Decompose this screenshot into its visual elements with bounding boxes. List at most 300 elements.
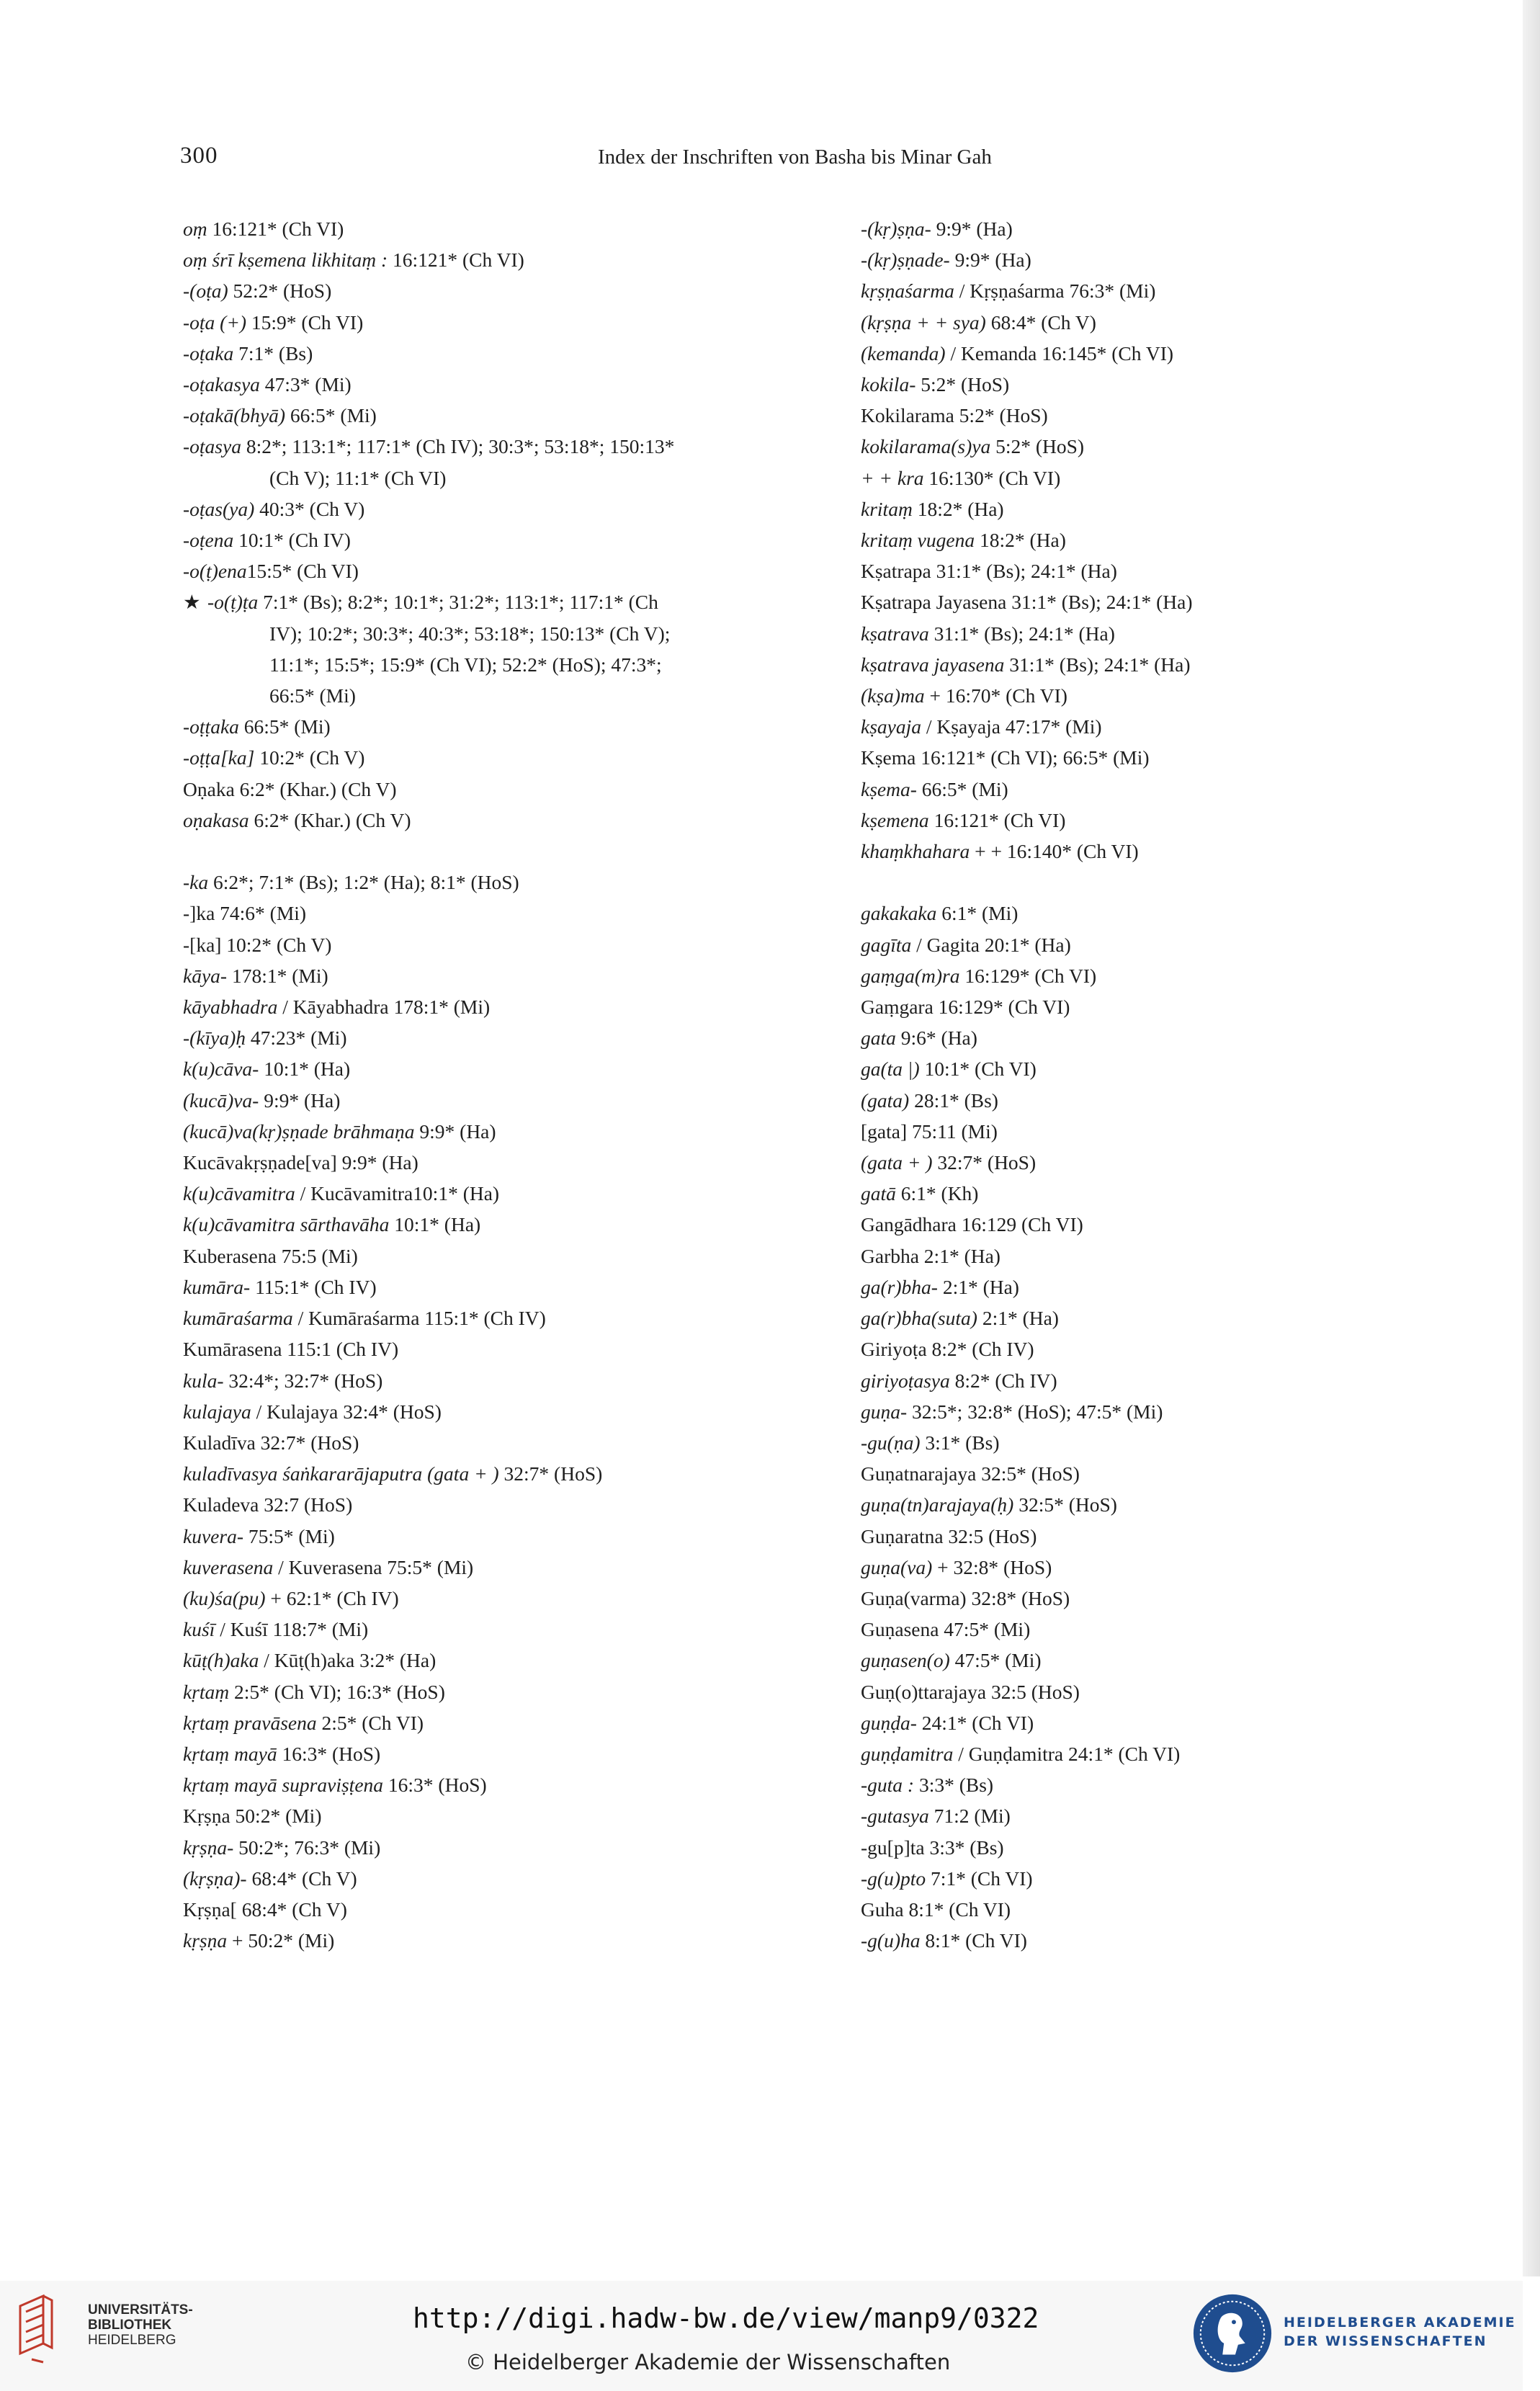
entry-reference: Gaṃgara 16:129* (Ch VI)	[861, 996, 1070, 1019]
entry-reference: 28:1* (Bs)	[909, 1089, 998, 1112]
index-entry	[183, 618, 788, 649]
index-entry	[861, 1396, 1466, 1427]
entry-reference: 8:1* (Ch VI)	[920, 1929, 1027, 1952]
index-column-left	[183, 213, 788, 1956]
entry-term: -(kṛ)ṣṇa-	[861, 218, 931, 240]
entry-reference: Guṇatnarajaya 32:5* (HoS)	[861, 1462, 1080, 1485]
index-entry	[861, 275, 1466, 306]
entry-reference: 10:1* (Ch IV)	[233, 529, 351, 552]
entry-term: kṣayaja	[861, 715, 922, 738]
entry-reference: Gangādhara 16:129 (Ch VI)	[861, 1213, 1083, 1236]
entry-reference: 71:2 (Mi)	[928, 1805, 1011, 1828]
entry-reference: Kṣema 16:121* (Ch VI); 66:5* (Mi)	[861, 746, 1150, 769]
section-spacer	[183, 836, 788, 867]
entry-term: -gutasya	[861, 1805, 929, 1828]
entry-reference: Kokilarama 5:2* (HoS)	[861, 404, 1048, 427]
entry-term: (kucā)va-	[183, 1089, 259, 1112]
index-entry	[183, 1614, 788, 1645]
entry-reference: 7:1* (Bs); 8:2*; 10:1*; 31:2*; 113:1*; 117:1* (Ch	[258, 591, 658, 614]
index-entry	[861, 1085, 1466, 1116]
entry-reference: 32:5*; 32:8* (HoS); 47:5* (Mi)	[907, 1400, 1163, 1423]
entry-reference: Kuberasena 75:5 (Mi)	[183, 1244, 358, 1267]
index-entry	[861, 1552, 1466, 1583]
index-entry	[183, 960, 788, 991]
section-spacer	[861, 867, 1466, 898]
index-entry	[183, 275, 788, 306]
entry-reference: 47:23* (Mi)	[246, 1027, 347, 1050]
entry-reference: / Kumāraśarma 115:1* (Ch IV)	[292, 1307, 546, 1330]
entry-term: kritaṃ	[861, 497, 913, 520]
ub-line-2: BIBLIOTHEK	[88, 2318, 172, 2333]
entry-term: kṛtaṃ pravāsena	[183, 1711, 317, 1734]
entry-term: -oṭena	[183, 529, 234, 552]
index-entry	[861, 1832, 1466, 1863]
entry-reference: 8:2*; 113:1*; 117:1* (Ch IV); 30:3*; 53:18*; 150:13*	[241, 435, 675, 458]
entry-term: kāyabhadra	[183, 996, 278, 1019]
ub-logo-icon	[14, 2293, 72, 2365]
entry-term: (gata + )	[861, 1151, 933, 1174]
entry-reference: 6:2* (Khar.) (Ch V)	[249, 808, 411, 831]
entry-term: kṛṣṇaśarma	[861, 280, 954, 303]
entry-reference: 47:5* (Mi)	[949, 1649, 1042, 1672]
running-title: Index der Inschriften von Basha bis Minar Gah	[598, 146, 992, 169]
entry-term: -oṭṭaka	[183, 715, 239, 738]
entry-reference: 16:121* (Ch VI)	[928, 808, 1066, 831]
entry-term: -o(ṭ)ṭa	[207, 591, 259, 614]
entry-reference: + 16:70* (Ch VI)	[924, 684, 1067, 707]
index-entry	[861, 680, 1466, 711]
index-entry	[861, 1022, 1466, 1053]
entry-term: kritaṃ vugena	[861, 529, 975, 552]
index-entry	[183, 400, 788, 431]
index-entry	[861, 1241, 1466, 1272]
entry-term: kṛṣṇa	[183, 1929, 228, 1952]
index-entry	[183, 1333, 788, 1364]
index-entry	[183, 1707, 788, 1738]
entry-reference: 16:129* (Ch VI)	[959, 964, 1097, 987]
index-entry	[183, 1365, 788, 1396]
entry-term: -(kṛ)ṣṇade-	[861, 249, 950, 272]
index-entry	[183, 1116, 788, 1147]
entry-reference: 10:1* (Ha)	[389, 1213, 481, 1236]
entry-reference: 10:1* (Ch VI)	[919, 1058, 1037, 1081]
page-edge	[1523, 0, 1540, 2276]
entry-reference: 7:1* (Ch VI)	[926, 1867, 1033, 1890]
entry-reference: 5:2* (HoS)	[916, 373, 1010, 396]
entry-reference: Kṛṣṇa 50:2* (Mi)	[183, 1805, 322, 1828]
entry-reference: 7:1* (Bs)	[233, 341, 313, 365]
entry-reference: 16:3* (HoS)	[277, 1742, 381, 1765]
entry-reference: 66:5* (Mi)	[238, 715, 331, 738]
index-entry	[861, 493, 1466, 524]
index-entry	[183, 1241, 788, 1272]
entry-reference: Oṇaka 6:2* (Khar.) (Ch V)	[183, 777, 397, 800]
index-entry	[183, 524, 788, 555]
entry-reference: Kuladeva 32:7 (HoS)	[183, 1493, 353, 1516]
entry-term: gatā	[861, 1182, 896, 1205]
entry-reference: / Kṛṣṇaśarma 76:3* (Mi)	[954, 280, 1156, 303]
index-entry	[183, 1396, 788, 1427]
entry-term: kṛṣṇa-	[183, 1836, 234, 1859]
entry-reference: (Ch V); 11:1* (Ch VI)	[269, 466, 447, 489]
index-entry	[183, 462, 788, 493]
index-entry	[861, 1116, 1466, 1147]
index-entry	[861, 524, 1466, 555]
index-column-right	[861, 213, 1466, 1956]
entry-reference: Kṣatrapa 31:1* (Bs); 24:1* (Ha)	[861, 560, 1117, 583]
index-entry	[861, 244, 1466, 275]
index-entry	[861, 1178, 1466, 1209]
entry-term: -oṭas(ya)	[183, 497, 255, 520]
entry-term: gaṃga(m)ra	[861, 964, 960, 987]
index-entry	[183, 929, 788, 960]
index-entry	[861, 1863, 1466, 1894]
index-entry	[183, 680, 788, 711]
index-entry	[861, 929, 1466, 960]
entry-term: kumāra-	[183, 1275, 251, 1298]
entry-reference: 10:1* (Ha)	[259, 1058, 351, 1081]
index-entry	[183, 213, 788, 244]
entry-term: (kemanda)	[861, 341, 946, 365]
hadw-wordmark	[1284, 2313, 1516, 2351]
index-entry	[861, 1302, 1466, 1333]
entry-reference: 9:9* (Ha)	[949, 249, 1031, 272]
index-entry	[183, 244, 788, 275]
index-entry	[861, 991, 1466, 1022]
entry-reference: 66:5* (Mi)	[269, 684, 356, 707]
index-entry	[861, 400, 1466, 431]
entry-reference: / Kuverasena 75:5* (Mi)	[273, 1555, 474, 1578]
entry-term: guṇḍa-	[861, 1711, 917, 1734]
entry-term: ga(ta |)	[861, 1058, 920, 1081]
index-entry	[183, 805, 788, 836]
entry-term: guṇa(va)	[861, 1555, 933, 1578]
entry-reference: Kṣatrapa Jayasena 31:1* (Bs); 24:1* (Ha)	[861, 591, 1193, 614]
entry-term: -oṭakā(bhyā)	[183, 404, 286, 427]
entry-reference: Kṛṣṇa[ 68:4* (Ch V)	[183, 1898, 347, 1921]
entry-term: kokila-	[861, 373, 916, 396]
entry-reference: 31:1* (Bs); 24:1* (Ha)	[928, 622, 1115, 645]
entry-term: (kṣa)ma	[861, 684, 925, 707]
index-entry	[183, 1645, 788, 1676]
entry-reference: + 32:8* (HoS)	[932, 1555, 1052, 1578]
index-entry	[183, 1272, 788, 1302]
index-entry	[183, 1209, 788, 1240]
entry-reference: 115:1* (Ch IV)	[250, 1275, 377, 1298]
index-entry	[183, 1583, 788, 1614]
entry-reference: Kumārasena 115:1 (Ch IV)	[183, 1338, 399, 1361]
index-entry	[183, 898, 788, 929]
entry-reference: 68:4* (Ch V)	[985, 310, 1096, 334]
entry-reference: IV); 10:2*; 30:3*; 40:3*; 53:18*; 150:13* (Ch V);	[269, 622, 671, 645]
entry-term: kṛtaṃ	[183, 1680, 230, 1703]
entry-reference: [gata] 75:11 (Mi)	[861, 1119, 998, 1143]
entry-term: -(oṭa)	[183, 280, 228, 303]
entry-term: + + kra	[861, 466, 924, 489]
entry-reference: 2:5* (Ch VI)	[316, 1711, 424, 1734]
entry-term: kuśī	[183, 1618, 215, 1641]
entry-term: (gata)	[861, 1089, 910, 1112]
index-entry	[183, 1178, 788, 1209]
entry-reference: Kucāvakṛṣṇade[va] 9:9* (Ha)	[183, 1151, 418, 1174]
entry-term: -g(u)ha	[861, 1929, 921, 1952]
index-entry	[861, 555, 1466, 586]
index-entry	[861, 1053, 1466, 1084]
entry-term: gata	[861, 1027, 896, 1050]
entry-term: -(kīya)ḥ	[183, 1027, 246, 1050]
entry-term: (kṛṣṇa)-	[183, 1867, 247, 1890]
index-entry	[861, 1272, 1466, 1302]
entry-term: -ka	[183, 871, 209, 894]
entry-reference: 32:4*; 32:7* (HoS)	[223, 1369, 383, 1392]
index-entry	[183, 742, 788, 773]
index-entry	[183, 1800, 788, 1831]
entry-reference: / Kāyabhadra 178:1* (Mi)	[277, 996, 491, 1019]
entry-term: -oṭasya	[183, 435, 241, 458]
index-entry	[861, 1458, 1466, 1489]
index-entry	[183, 586, 788, 617]
entry-term: -g(u)pto	[861, 1867, 926, 1890]
entry-term: oṃ	[183, 218, 207, 240]
entry-reference: Guṇ(o)ttarajaya 32:5 (HoS)	[861, 1680, 1080, 1703]
entry-reference: / Gagita 20:1* (Ha)	[911, 933, 1071, 956]
entry-term: kṛtaṃ mayā supraviṣṭena	[183, 1774, 384, 1797]
page-number: 300	[180, 143, 218, 169]
entry-reference: 2:1* (Ha)	[977, 1307, 1059, 1330]
entry-term: kṣatrava	[861, 622, 929, 645]
entry-reference: / Kuśī 118:7* (Mi)	[215, 1618, 369, 1641]
index-entry	[861, 1333, 1466, 1364]
entry-term: kṣemena	[861, 808, 929, 831]
index-entry	[183, 1427, 788, 1458]
entry-term: kṣema-	[861, 777, 917, 800]
index-entry	[183, 1489, 788, 1520]
entry-reference: / Guṇḍamitra 24:1* (Ch VI)	[953, 1742, 1181, 1765]
entry-term: k(u)cāvamitra sārthavāha	[183, 1213, 390, 1236]
entry-reference: Guṇasena 47:5* (Mi)	[861, 1618, 1031, 1641]
entry-term: kumāraśarma	[183, 1307, 293, 1330]
entry-reference: 66:5* (Mi)	[285, 404, 377, 427]
entry-reference: 16:3* (HoS)	[383, 1774, 487, 1797]
entry-reference: 32:5* (HoS)	[1013, 1493, 1117, 1516]
entry-reference: 50:2*; 76:3* (Mi)	[233, 1836, 381, 1859]
index-entry	[861, 1894, 1466, 1925]
entry-term: gagīta	[861, 933, 912, 956]
index-entry	[861, 1707, 1466, 1738]
entry-reference: + 62:1* (Ch IV)	[265, 1586, 399, 1609]
entry-term: oṃ śrī kṣemena likhitaṃ :	[183, 249, 388, 272]
index-entry	[183, 1053, 788, 1084]
index-entry	[861, 431, 1466, 462]
index-entry	[861, 1521, 1466, 1552]
entry-reference: 32:7* (HoS)	[498, 1462, 603, 1485]
entry-reference: 6:2*; 7:1* (Bs); 1:2* (Ha); 8:1* (HoS)	[208, 871, 519, 894]
index-entry	[861, 1583, 1466, 1614]
entry-term: -oṭakasya	[183, 373, 260, 396]
entry-term: kṣatrava jayasena	[861, 653, 1005, 676]
entry-term: guṇasen(o)	[861, 1649, 950, 1672]
index-entry	[861, 1738, 1466, 1769]
entry-reference: 18:2* (Ha)	[912, 497, 1004, 520]
index-entry	[861, 836, 1466, 867]
entry-reference: / Kṣayaja 47:17* (Mi)	[921, 715, 1102, 738]
entry-term: kuvera-	[183, 1524, 243, 1547]
index-entry	[183, 991, 788, 1022]
entry-reference: 40:3* (Ch V)	[254, 497, 365, 520]
entry-term: (kṛṣṇa + + sya)	[861, 310, 986, 334]
ub-line-1: UNIVERSITÄTS-	[88, 2302, 193, 2318]
entry-reference: 75:5* (Mi)	[243, 1524, 335, 1547]
index-entry	[183, 307, 788, 338]
index-entry	[183, 1521, 788, 1552]
entry-reference: -[ka] 10:2* (Ch V)	[183, 933, 332, 956]
index-entry	[861, 586, 1466, 617]
entry-term: kuverasena	[183, 1555, 274, 1578]
entry-term: guṇa-	[861, 1400, 908, 1423]
entry-reference: 16:130* (Ch VI)	[923, 466, 1061, 489]
entry-term: guṇa(tn)arajaya(ḥ)	[861, 1493, 1014, 1516]
entry-term: -oṭaka	[183, 341, 234, 365]
permalink-url[interactable]: http://digi.hadw-bw.de/view/manp9/0322	[413, 2302, 1039, 2334]
entry-reference: 9:9* (Ha)	[259, 1089, 341, 1112]
index-entry	[861, 618, 1466, 649]
index-entry	[183, 1302, 788, 1333]
index-entry	[861, 1365, 1466, 1396]
index-entry	[861, 369, 1466, 400]
star-icon: ★	[183, 591, 201, 614]
entry-reference: 52:2* (HoS)	[228, 280, 332, 303]
index-entry	[183, 1022, 788, 1053]
index-entry	[183, 493, 788, 524]
index-entry	[861, 1147, 1466, 1178]
entry-reference: Guṇa(varma) 32:8* (HoS)	[861, 1586, 1070, 1609]
index-entry	[183, 369, 788, 400]
index-entry	[861, 1769, 1466, 1800]
entry-term: kokilarama(s)ya	[861, 435, 991, 458]
entry-reference: 24:1* (Ch VI)	[916, 1711, 1034, 1734]
entry-term: -oṭa (+)	[183, 310, 247, 334]
entry-term: ga(r)bha-	[861, 1275, 938, 1298]
entry-term: k(u)cāva-	[183, 1058, 259, 1081]
index-entry	[861, 742, 1466, 773]
index-entry	[183, 1147, 788, 1178]
entry-reference: 9:6* (Ha)	[895, 1027, 977, 1050]
entry-term: khaṃkhahara	[861, 840, 970, 863]
entry-reference: 11:1*; 15:5*; 15:9* (Ch VI); 52:2* (HoS); 47:3*;	[269, 653, 662, 676]
entry-term: giriyoṭasya	[861, 1369, 950, 1392]
entry-term: -gu(ṇa)	[861, 1431, 921, 1454]
entry-reference: 15:9* (Ch VI)	[246, 310, 364, 334]
index-entry	[183, 1738, 788, 1769]
entry-reference: 6:1* (Mi)	[936, 902, 1019, 925]
entry-term: oṇakasa	[183, 808, 249, 831]
index-entry	[183, 1925, 788, 1956]
index-entry	[861, 649, 1466, 680]
index-entry	[861, 1209, 1466, 1240]
entry-reference: + 50:2* (Mi)	[227, 1929, 335, 1952]
entry-term: -oṭṭa[ka]	[183, 746, 255, 769]
index-entry	[861, 307, 1466, 338]
entry-reference: 3:3* (Bs)	[914, 1774, 994, 1797]
entry-term: kūṭ(h)aka	[183, 1649, 259, 1672]
hadw-seal-icon	[1190, 2291, 1275, 2376]
hadw-line-2: DER WISSENSCHAFTEN	[1284, 2333, 1487, 2349]
index-entry	[183, 867, 788, 898]
entry-reference: / Kulajaya 32:4* (HoS)	[251, 1400, 442, 1423]
entry-reference: Guha 8:1* (Ch VI)	[861, 1898, 1011, 1921]
entry-reference: 47:3* (Mi)	[259, 373, 352, 396]
index-entry	[183, 1458, 788, 1489]
index-entry	[861, 711, 1466, 742]
index-entry	[861, 960, 1466, 991]
entry-reference: -]ka 74:6* (Mi)	[183, 902, 307, 925]
entry-term: guṇḍamitra	[861, 1742, 954, 1765]
index-entry	[183, 711, 788, 742]
entry-reference: 68:4* (Ch V)	[246, 1867, 357, 1890]
index-entry	[183, 1894, 788, 1925]
entry-reference: + + 16:140* (Ch VI)	[970, 840, 1139, 863]
index-entry	[861, 1614, 1466, 1645]
entry-reference: 9:9* (Ha)	[931, 218, 1013, 240]
entry-reference: 10:2* (Ch V)	[254, 746, 365, 769]
index-entry	[861, 213, 1466, 244]
index-entry	[183, 1552, 788, 1583]
entry-term: kulajaya	[183, 1400, 251, 1423]
index-entry	[183, 1769, 788, 1800]
entry-reference: 178:1* (Mi)	[227, 964, 328, 987]
entry-reference: -gu[p]ta 3:3* (Bs)	[861, 1836, 1004, 1859]
index-entry	[861, 1676, 1466, 1707]
entry-reference: 15:5* (Ch VI)	[246, 560, 359, 583]
entry-reference: 3:1* (Bs)	[920, 1431, 1000, 1454]
index-entry	[183, 1863, 788, 1894]
entry-reference: 16:121* (Ch VI)	[207, 218, 344, 240]
copyright-notice: © Heidelberger Akademie der Wissenschaften	[465, 2350, 951, 2374]
index-entry	[183, 1832, 788, 1863]
entry-reference: 2:5* (Ch VI); 16:3* (HoS)	[229, 1680, 445, 1703]
entry-term: (ku)śa(pu)	[183, 1586, 266, 1609]
index-entry	[183, 774, 788, 805]
ub-line-3: HEIDELBERG	[88, 2333, 176, 2348]
index-entry	[183, 1676, 788, 1707]
index-entry	[861, 338, 1466, 369]
index-entry	[183, 338, 788, 369]
entry-reference: 18:2* (Ha)	[975, 529, 1066, 552]
entry-term: -guta :	[861, 1774, 915, 1797]
index-entry	[183, 555, 788, 586]
index-entry	[861, 1925, 1466, 1956]
entry-term: kula-	[183, 1369, 224, 1392]
entry-term: ga(r)bha(suta)	[861, 1307, 977, 1330]
entry-reference: / Kucāvamitra10:1* (Ha)	[295, 1182, 500, 1205]
entry-reference: 66:5* (Mi)	[916, 777, 1008, 800]
index-entry	[183, 431, 788, 462]
entry-term: kuladīvasya śaṅkararājaputra (gata + )	[183, 1462, 499, 1485]
entry-reference: 16:121* (Ch VI)	[388, 249, 524, 272]
hadw-line-1: HEIDELBERGER AKADEMIE	[1284, 2315, 1516, 2330]
entry-reference: Guṇaratna 32:5 (HoS)	[861, 1524, 1037, 1547]
entry-term: gakakaka	[861, 902, 937, 925]
entry-term: k(u)cāvamitra	[183, 1182, 295, 1205]
index-entry	[861, 774, 1466, 805]
entry-reference: 6:1* (Kh)	[895, 1182, 979, 1205]
index-entry	[861, 1800, 1466, 1831]
entry-reference: 5:2* (HoS)	[990, 435, 1085, 458]
entry-term: (kucā)va(kṛ)ṣṇade brāhmaṇa	[183, 1119, 415, 1143]
entry-reference: / Kūṭ(h)aka 3:2* (Ha)	[259, 1649, 437, 1672]
entry-reference: / Kemanda 16:145* (Ch VI)	[945, 341, 1174, 365]
entry-reference: 2:1* (Ha)	[937, 1275, 1019, 1298]
